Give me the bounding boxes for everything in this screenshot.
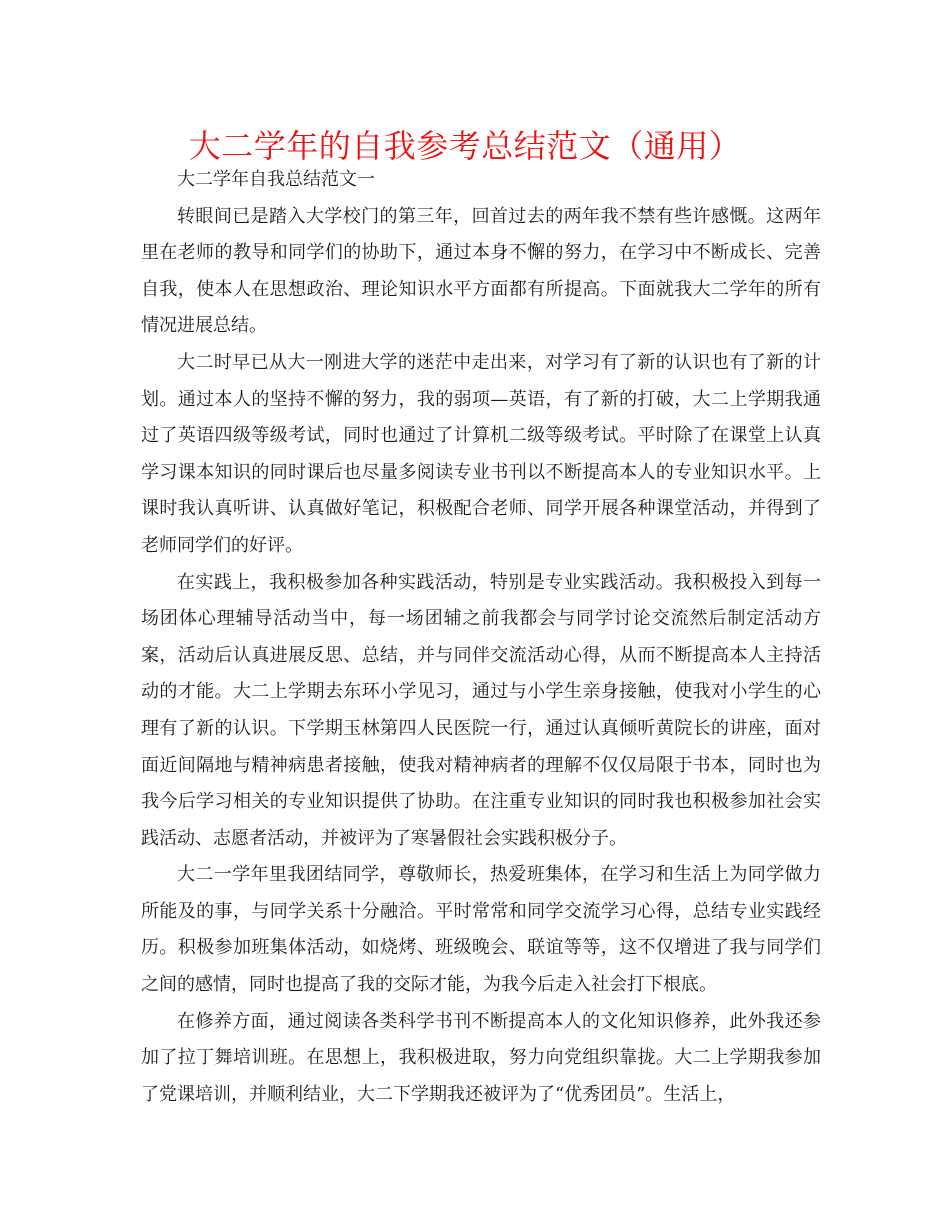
paragraph: 大二时早已从大一刚进大学的迷茫中走出来，对学习有了新的认识也有了新的计划。通过本人的坚持不懈的努力，我的弱项—英语，有了新的打破，大二上学期我通过了英语四级等级考试，同时也通过了计算机二级等级考试。平时除了在课堂上认真学习课本知识的同时课后也尽量多阅读专业书刊以不断提高本人的专业知识水平。上课时我认真听讲、认真做好笔记，积极配合老师、同学开展各种课堂活动，并得到了老师同学们的好评。 bbox=[141, 351, 821, 556]
document-body bbox=[141, 162, 821, 1113]
paragraph: 转眼间已是踏入大学校门的第三年，回首过去的两年我不禁有些许感慨。这两年里在老师的教导和同学们的协助下，通过本身不懈的努力，在学习中不断成长、完善自我，使本人在思想政治、理论知识水平方面都有所提高。下面就我大二学年的所有情况进展总结。 bbox=[141, 205, 821, 337]
paragraph: 大二一学年里我团结同学，尊敬师长，热爱班集体，在学习和生活上为同学做力所能及的事，与同学关系十分融洽。平时常常和同学交流学习心得，总结专业实践经历。积极参加班集体活动，如烧烤、班级晚会、联谊等等，这不仅增进了我与同学们之间的感情，同时也提高了我的交际才能，为我今后走入社会打下根底。 bbox=[141, 864, 821, 996]
section-subtitle: 大二学年自我总结范文一 bbox=[177, 169, 375, 190]
paragraph: 在修养方面，通过阅读各类科学书刊不断提高本人的文化知识修养，此外我还参加了拉丁舞培训班。在思想上，我积极进取，努力向党组织靠拢。大二上学期我参加了党课培训，并顺利结业，大二下学期我还被评为了“优秀团员”。生活上， bbox=[141, 1010, 821, 1105]
paragraph: 在实践上，我积极参加各种实践活动，特别是专业实践活动。我积极投入到每一场团体心理辅导活动当中，每一场团辅之前我都会与同学讨论交流然后制定活动方案，活动后认真进展反思、总结，并与同伴交流活动心得，从而不断提高本人主持活动的才能。大二上学期去东环小学见习，通过与小学生亲身接触，使我对小学生的心理有了新的认识。下学期玉林第四人民医院一行，通过认真倾听黄院长的讲座，面对面近间隔地与精神病患者接触，使我对精神病者的理解不仅仅局限于书本，同时也为我今后学习相关的专业知识提供了协助。在注重专业知识的同时我也积极参加社会实践活动、志愿者活动，并被评为了寒暑假社会实践积极分子。 bbox=[141, 571, 821, 849]
document-title: 大二学年的自我参考总结范文（通用） bbox=[188, 127, 742, 165]
